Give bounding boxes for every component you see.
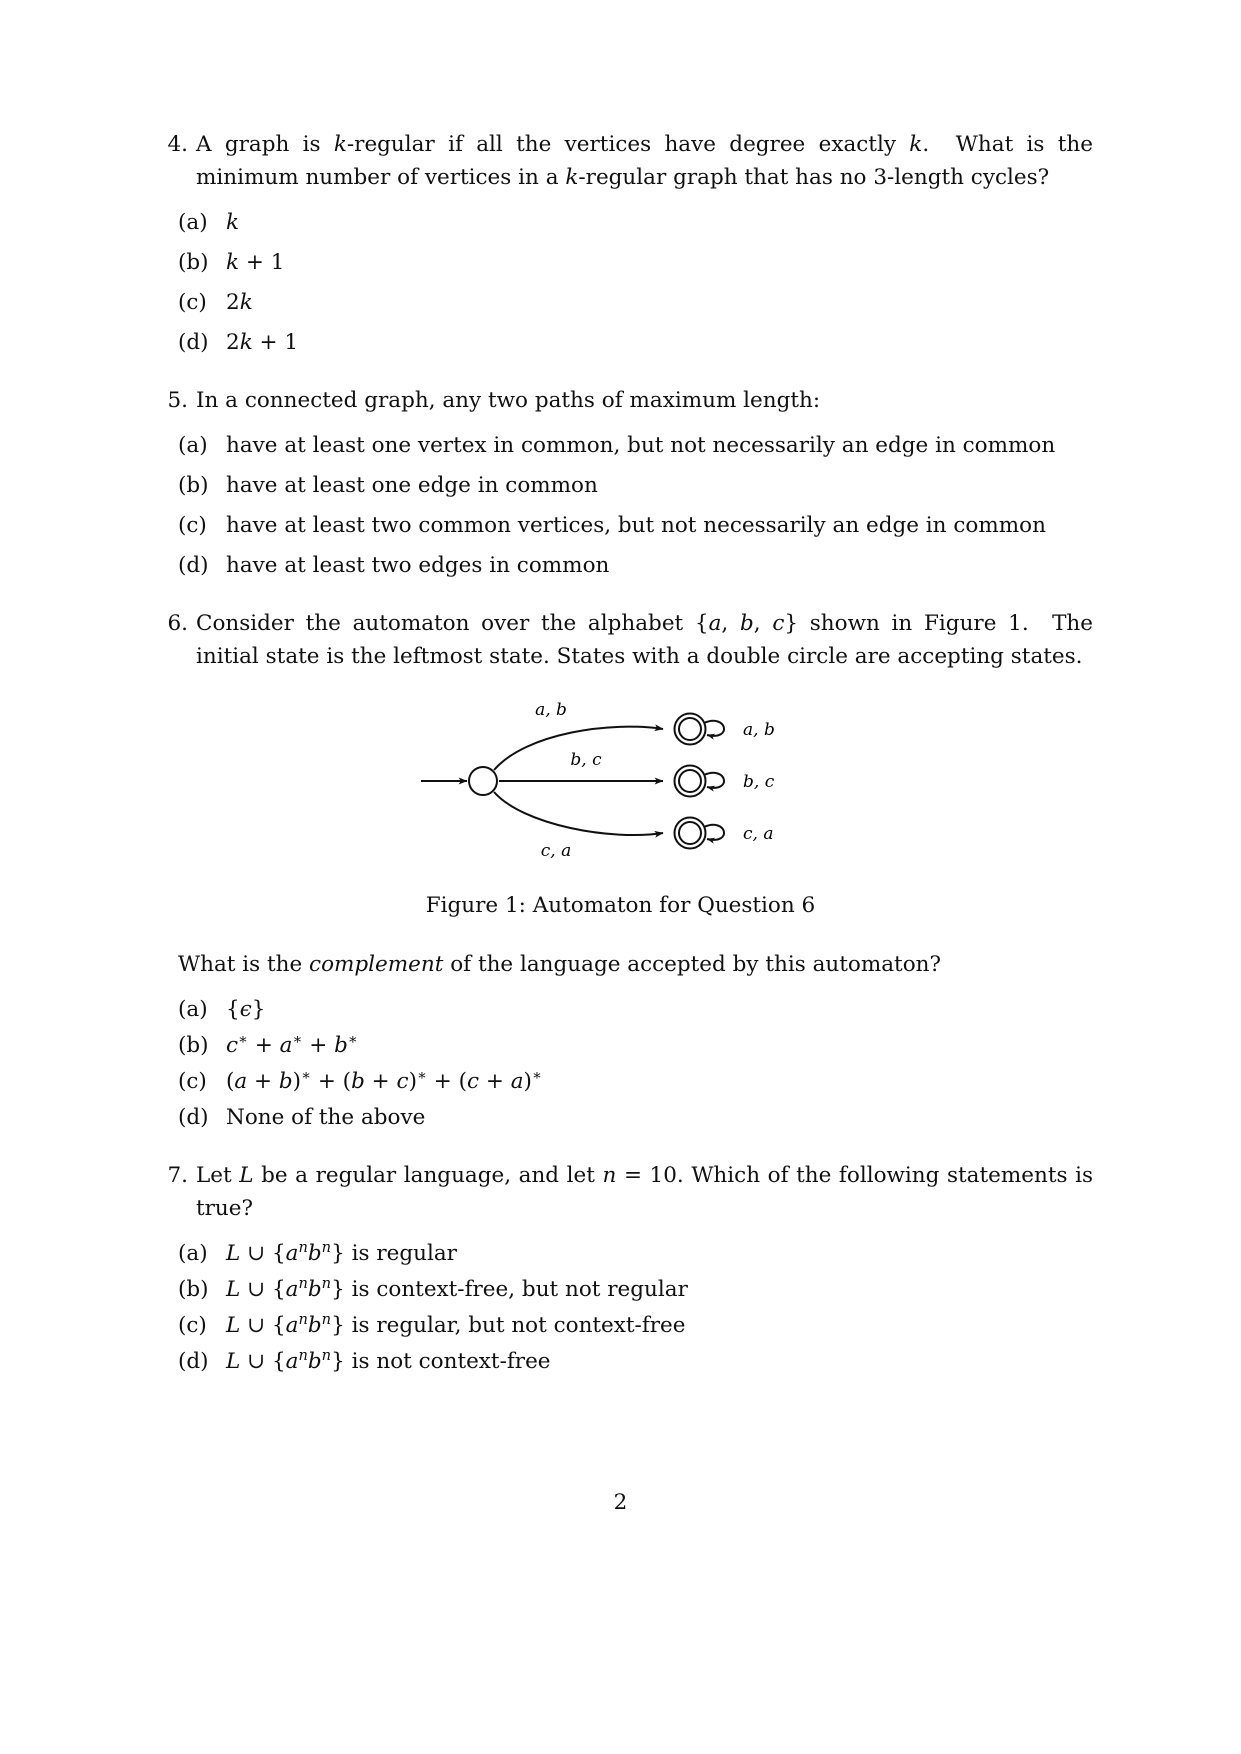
choice-6c[interactable] [178, 1067, 1093, 1097]
question-5-text: In a connected graph, any two paths of maximum length: [196, 388, 821, 413]
choice-7d-label: (d) [178, 1349, 209, 1374]
question-4-text: A graph is k-regular if all the vertices have degree exactly k. What is the minimum number of vertices in a k-regular graph that has no 3-length cycles? [196, 132, 1093, 190]
choice-7b-text: L ∪ $\{a^nb^n\}$ is context-free, but not regular [226, 1274, 688, 1302]
self-loop-q2 [704, 773, 724, 788]
self-loop-q3 [704, 825, 724, 840]
choice-4c-text: 2k [226, 290, 253, 315]
question-7-text: Let L be a regular language, and let n = 10. Which of the following statements is true? [196, 1163, 1093, 1221]
choice-5b-label: (b) [178, 473, 209, 498]
figure-1 [148, 691, 1093, 918]
edge-label-top: a, b [534, 700, 567, 720]
choice-6c-text: (a + b)∗ + (b + c)∗ + (c + a)∗ [226, 1066, 542, 1094]
choice-4a[interactable] [178, 208, 1093, 238]
self-loop-q1 [704, 721, 724, 736]
choice-5c-text: have at least two common vertices, but not necessarily an edge in common [226, 513, 1046, 538]
question-6-choices [148, 995, 1093, 1133]
choice-6b[interactable] [178, 1031, 1093, 1061]
choice-6a-text: {ϵ} [226, 997, 266, 1022]
choice-4a-label: (a) [178, 210, 208, 235]
state-q0-initial [469, 767, 497, 795]
choice-5c[interactable] [178, 511, 1093, 541]
question-5-number: 5. [167, 388, 188, 413]
choice-4d[interactable] [178, 328, 1093, 358]
state-q3-accepting-inner [679, 822, 701, 844]
choice-6a-label: (a) [178, 997, 208, 1022]
choice-6d[interactable] [178, 1103, 1093, 1133]
choice-5b[interactable] [178, 471, 1093, 501]
choice-6b-text: c∗ + a∗ + b∗ [226, 1030, 358, 1058]
choice-6c-label: (c) [178, 1069, 207, 1094]
choice-4c-label: (c) [178, 290, 207, 315]
question-6 [148, 607, 1093, 673]
page-number: 2 [613, 1490, 628, 1515]
state-q2-accepting-inner [679, 770, 701, 792]
choice-4d-label: (d) [178, 330, 209, 355]
question-4 [148, 128, 1093, 194]
choice-6d-label: (d) [178, 1105, 209, 1130]
choice-4d-text: 2k + 1 [226, 330, 299, 355]
choice-7b-label: (b) [178, 1277, 209, 1302]
choice-5b-text: have at least one edge in common [226, 473, 598, 498]
choice-7d[interactable] [178, 1347, 1093, 1377]
choice-7a[interactable] [178, 1239, 1093, 1269]
figure-1-caption: Figure 1: Automaton for Question 6 [425, 893, 816, 918]
automaton-diagram [411, 691, 831, 871]
choice-7a-text: L ∪ $\{a^nb^n\}$ is regular [226, 1238, 457, 1266]
choice-5a-text: have at least one vertex in common, but not necessarily an edge in common [226, 433, 1056, 458]
choice-7a-label: (a) [178, 1241, 208, 1266]
state-q1-accepting-inner [679, 718, 701, 740]
question-4-number: 4. [167, 132, 188, 157]
transition-q0-q3 [494, 792, 663, 835]
choice-6a[interactable] [178, 995, 1093, 1025]
edge-label-middle: b, c [569, 750, 602, 770]
loop-label-top: a, b [742, 720, 775, 740]
choice-4b-text: k + 1 [226, 250, 285, 275]
choice-4a-text: k [226, 210, 240, 235]
loop-label-bottom: c, a [742, 824, 773, 844]
choice-7d-text: L ∪ $\{a^nb^n\}$ is not context-free [226, 1346, 551, 1374]
question-7 [148, 1159, 1093, 1225]
choice-5d[interactable] [178, 551, 1093, 581]
question-4-choices [148, 208, 1093, 358]
question-6-prompt: What is the complement of the language accepted by this automaton? [178, 952, 942, 977]
question-7-number: 7. [167, 1163, 188, 1188]
choice-7b[interactable] [178, 1275, 1093, 1305]
choice-6d-text: None of the above [226, 1105, 426, 1130]
choice-5d-text: have at least two edges in common [226, 553, 610, 578]
choice-7c-label: (c) [178, 1313, 207, 1338]
question-6-number: 6. [167, 611, 188, 636]
choice-4c[interactable] [178, 288, 1093, 318]
choice-5d-label: (d) [178, 553, 209, 578]
question-5 [148, 384, 1093, 417]
choice-5a-label: (a) [178, 433, 208, 458]
choice-7c[interactable] [178, 1311, 1093, 1341]
choice-5c-label: (c) [178, 513, 207, 538]
loop-label-middle: b, c [742, 772, 774, 792]
edge-label-bottom: c, a [540, 841, 571, 861]
choice-6b-label: (b) [178, 1033, 209, 1058]
question-6-text: Consider the automaton over the alphabet {a, b, c} shown in Figure 1. The initial state is the leftmost state. States with a double circle are accepting states. [196, 611, 1094, 669]
choice-4b[interactable] [178, 248, 1093, 278]
question-5-choices [148, 431, 1093, 581]
page-content [148, 128, 1093, 1403]
choice-7c-text: L ∪ $\{a^nb^n\}$ is regular, but not context-free [226, 1310, 686, 1338]
question-7-choices [148, 1239, 1093, 1377]
choice-4b-label: (b) [178, 250, 209, 275]
choice-5a[interactable] [178, 431, 1093, 461]
